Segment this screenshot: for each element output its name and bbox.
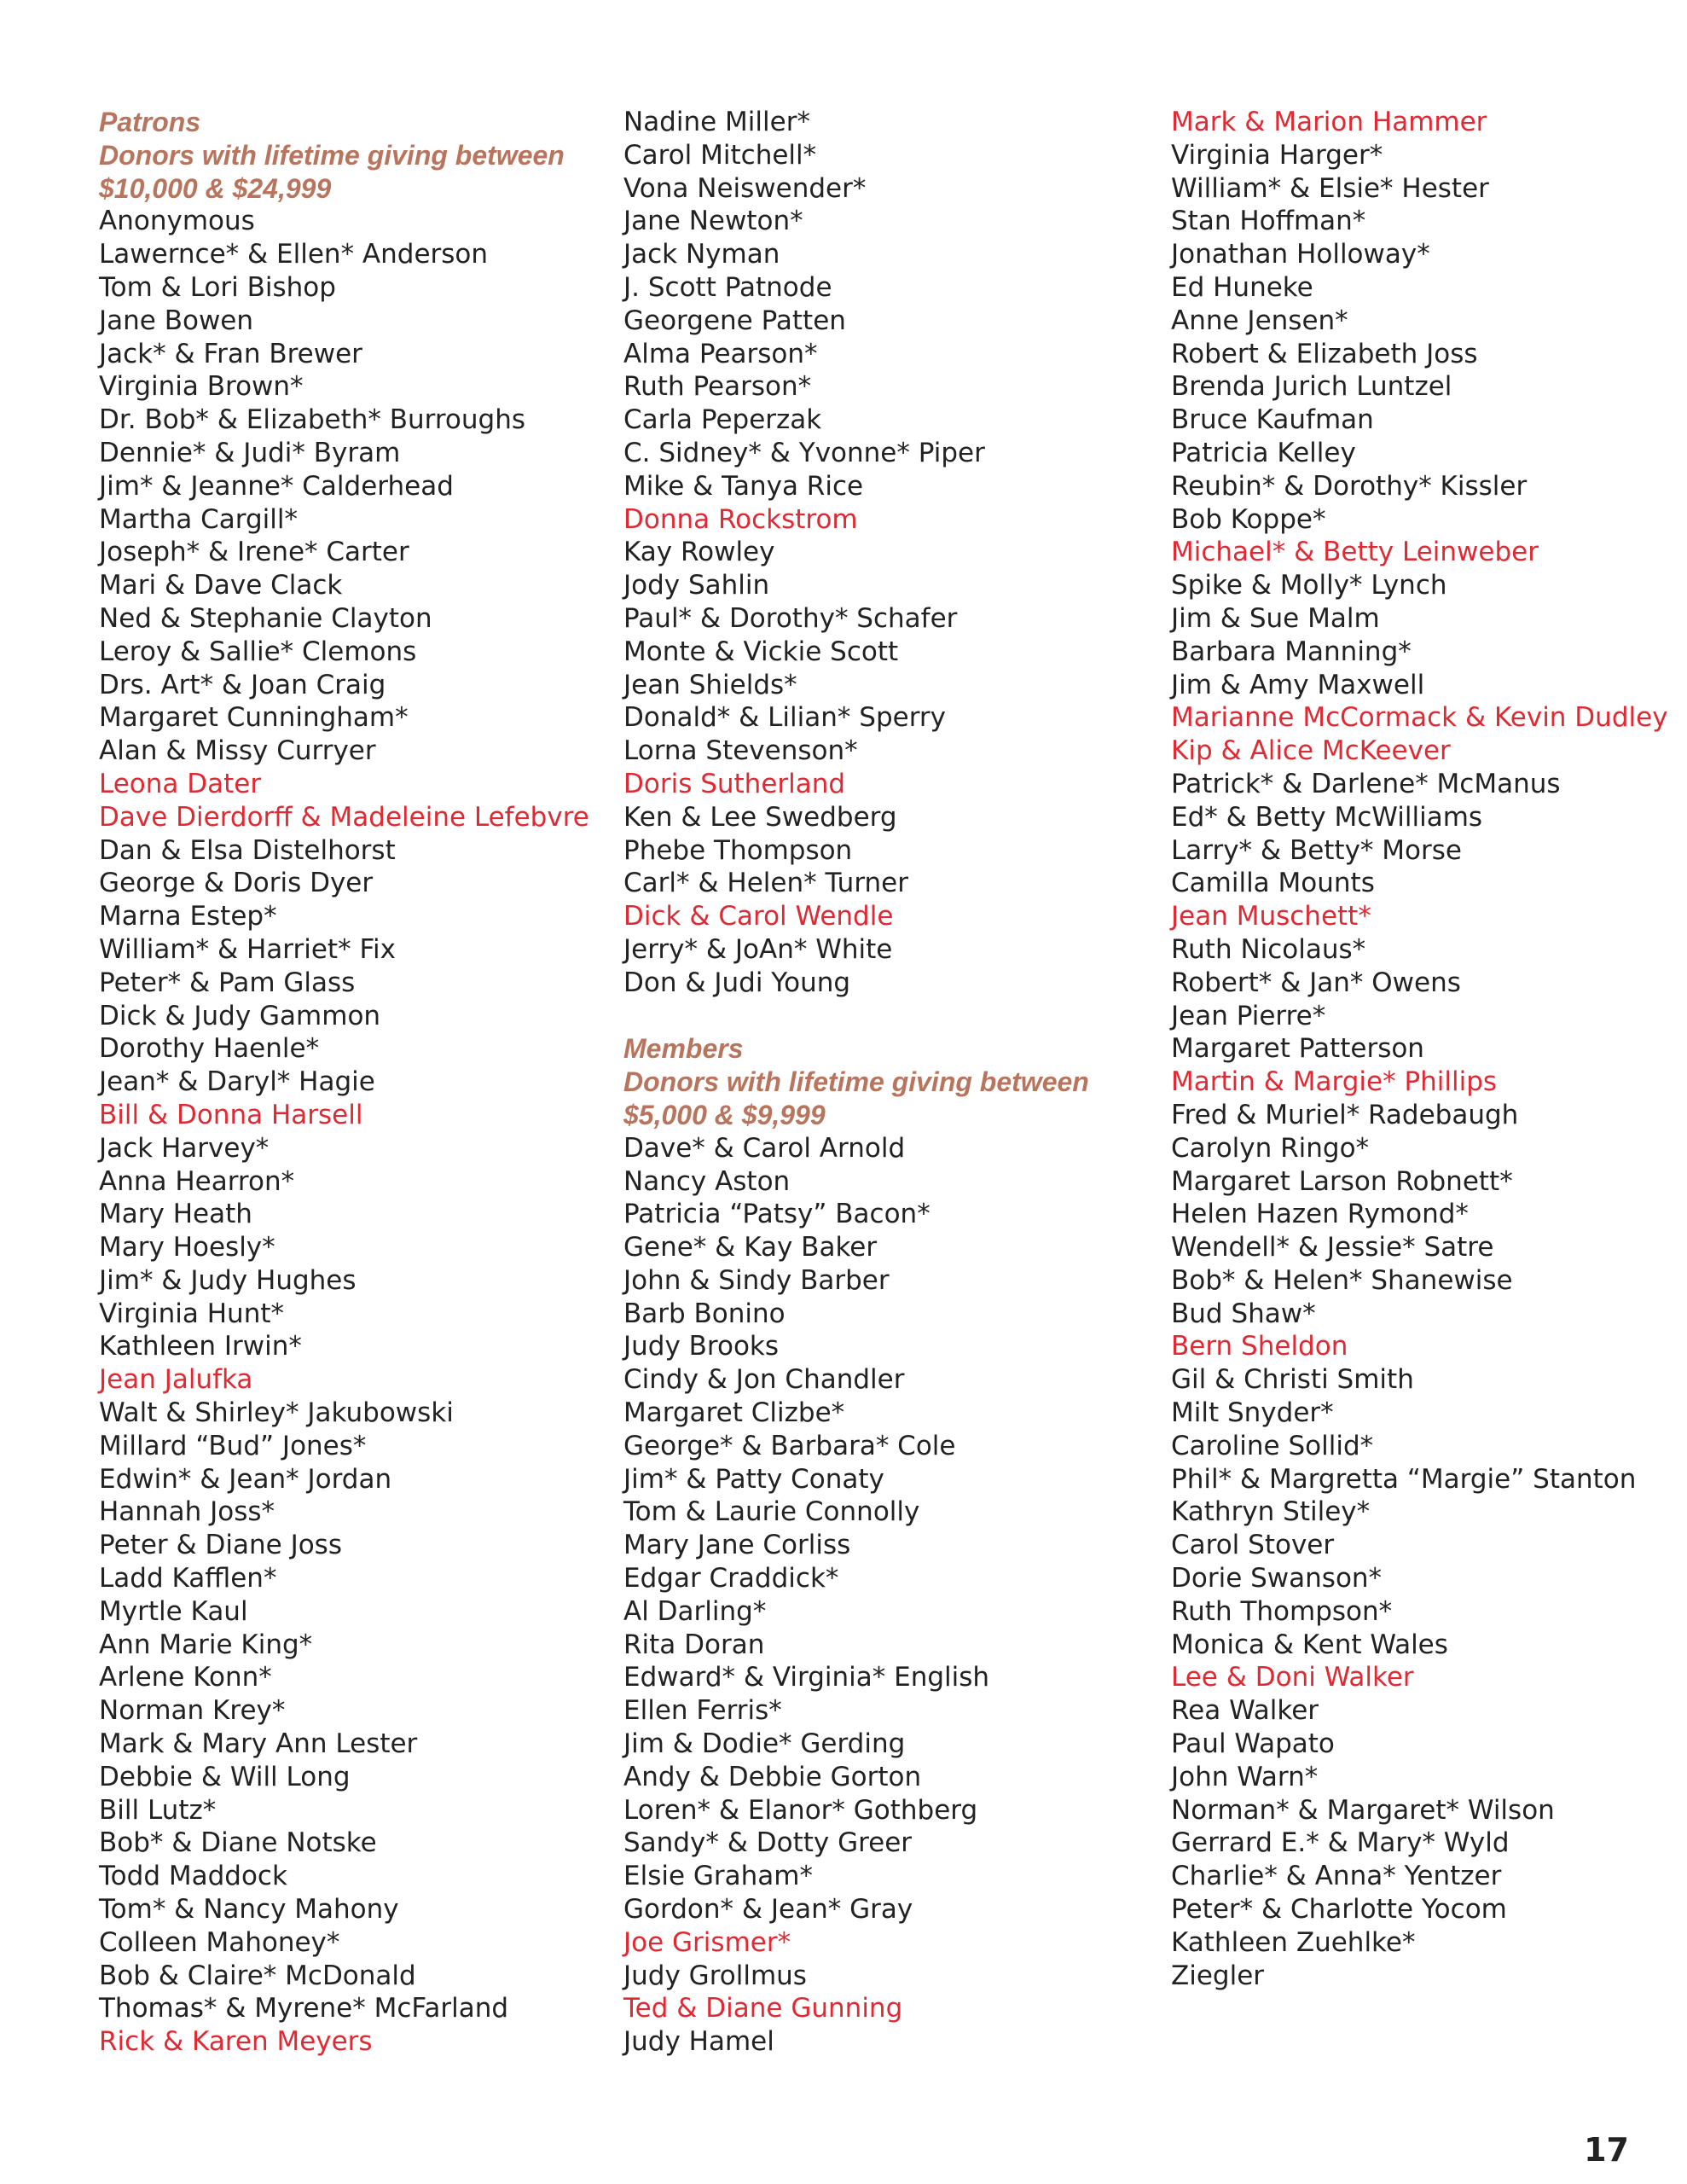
members-subtitle: Donors with lifetime giving between bbox=[623, 1066, 1089, 1098]
donor-name: Brenda Jurich Luntzel bbox=[1171, 371, 1452, 403]
donor-name: Tom & Lori Bishop bbox=[99, 271, 336, 303]
donor-name: Jim & Sue Malm bbox=[1171, 602, 1380, 634]
donor-name: Charlie* & Anna* Yentzer bbox=[1171, 1861, 1502, 1892]
donor-name: Walt & Shirley* Jakubowski bbox=[99, 1397, 454, 1429]
donor-name: Ruth Nicolaus* bbox=[1171, 933, 1366, 965]
donor-name: Alan & Missy Curryer bbox=[99, 735, 376, 767]
donor-name: Rick & Karen Meyers bbox=[99, 2026, 373, 2058]
donor-name: Tom & Laurie Connolly bbox=[623, 1496, 920, 1528]
donor-name: Todd Maddock bbox=[99, 1861, 287, 1892]
donor-name: Andy & Debbie Gorton bbox=[623, 1761, 922, 1792]
donor-name: Jonathan Holloway* bbox=[1171, 239, 1430, 270]
donor-name: Margaret Patterson bbox=[1171, 1033, 1424, 1065]
donor-name: Mary Hoesly* bbox=[99, 1232, 275, 1263]
donor-name: Martha Cargill* bbox=[99, 503, 298, 535]
donor-name: Jim & Amy Maxwell bbox=[1171, 669, 1425, 700]
donor-name: Ned & Stephanie Clayton bbox=[99, 602, 432, 634]
donor-name: Fred & Muriel* Radebaugh bbox=[1171, 1099, 1519, 1130]
donor-name: Dennie* & Judi* Byram bbox=[99, 437, 401, 468]
donor-name: C. Sidney* & Yvonne* Piper bbox=[623, 437, 985, 468]
donor-name: Jean Muschett* bbox=[1171, 901, 1371, 932]
donor-name: Joe Grismer* bbox=[623, 1926, 791, 1958]
donor-name: Jim* & Judy Hughes bbox=[99, 1264, 357, 1296]
donor-name: Joseph* & Irene* Carter bbox=[99, 537, 409, 568]
donor-name: Jim* & Patty Conaty bbox=[623, 1463, 884, 1495]
donor-name: George* & Barbara* Cole bbox=[623, 1430, 956, 1461]
members-giving-range: $5,000 & $9,999 bbox=[623, 1099, 826, 1130]
donor-name: Carl* & Helen* Turner bbox=[623, 868, 908, 899]
donor-name: Monica & Kent Wales bbox=[1171, 1629, 1448, 1660]
donor-name: Bob* & Helen* Shanewise bbox=[1171, 1264, 1513, 1296]
donor-name: Jim* & Jeanne* Calderhead bbox=[99, 470, 454, 502]
donor-name: Norman* & Margaret* Wilson bbox=[1171, 1794, 1555, 1826]
donor-name: Ladd Kafflen* bbox=[99, 1563, 277, 1594]
donor-name: William* & Harriet* Fix bbox=[99, 933, 396, 965]
donor-name: Bob* & Diane Notske bbox=[99, 1827, 377, 1859]
donor-name: Jean Jalufka bbox=[99, 1364, 253, 1396]
donor-name: Don & Judi Young bbox=[623, 967, 851, 998]
donor-name: Martin & Margie* Phillips bbox=[1171, 1066, 1498, 1098]
patrons-subtitle: Donors with lifetime giving between bbox=[99, 139, 565, 171]
donor-name: Debbie & Will Long bbox=[99, 1761, 351, 1792]
page-number: 17 bbox=[1584, 2131, 1629, 2169]
donor-name: Mike & Tanya Rice bbox=[623, 470, 864, 502]
donor-name: Alma Pearson* bbox=[623, 338, 818, 369]
donor-name: Kathleen Irwin* bbox=[99, 1331, 302, 1362]
donor-name: Jane Bowen bbox=[99, 305, 254, 336]
donor-name: Lawernce* & Ellen* Anderson bbox=[99, 239, 489, 270]
donor-name: Bob & Claire* McDonald bbox=[99, 1960, 416, 1991]
donor-name: Ed* & Betty McWilliams bbox=[1171, 801, 1483, 833]
donor-name: Bern Sheldon bbox=[1171, 1331, 1348, 1362]
donor-name: Mary Heath bbox=[99, 1199, 252, 1230]
donor-name: Kathryn Stiley* bbox=[1171, 1496, 1371, 1528]
donor-name: Jim & Dodie* Gerding bbox=[623, 1728, 906, 1760]
donor-name: Dave Dierdorff & Madeleine Lefebvre bbox=[99, 801, 589, 833]
donor-name: Patrick* & Darlene* McManus bbox=[1171, 768, 1561, 799]
donor-name: Kip & Alice McKeever bbox=[1171, 735, 1451, 767]
donor-name: Monte & Vickie Scott bbox=[623, 636, 899, 667]
donor-name: Paul* & Dorothy* Schafer bbox=[623, 602, 958, 634]
donor-name: Jean Pierre* bbox=[1171, 1000, 1326, 1031]
donor-name: Camilla Mounts bbox=[1171, 868, 1375, 899]
donor-name: Barbara Manning* bbox=[1171, 636, 1412, 667]
donor-name: Kathleen Zuehlke* bbox=[1171, 1926, 1416, 1958]
donor-name: Ziegler bbox=[1171, 1960, 1265, 1991]
donor-name: Michael* & Betty Leinweber bbox=[1171, 537, 1539, 568]
donor-name: Robert & Elizabeth Joss bbox=[1171, 338, 1478, 369]
donor-name: Dr. Bob* & Elizabeth* Burroughs bbox=[99, 404, 526, 436]
patrons-title: Patrons bbox=[99, 107, 201, 137]
donor-name: Rita Doran bbox=[623, 1629, 765, 1660]
donor-name: Rea Walker bbox=[1171, 1695, 1319, 1727]
donor-name: Edwin* & Jean* Jordan bbox=[99, 1463, 392, 1495]
donor-name: Nadine Miller* bbox=[623, 107, 810, 137]
donor-name: Larry* & Betty* Morse bbox=[1171, 834, 1462, 866]
patrons-list-part-1 bbox=[99, 205, 589, 2059]
donor-name: Norman Krey* bbox=[99, 1695, 286, 1727]
donor-name: Dick & Judy Gammon bbox=[99, 1000, 381, 1031]
donor-name: John & Sindy Barber bbox=[623, 1264, 890, 1296]
column-2 bbox=[623, 106, 1089, 2059]
donor-name: Jack Nyman bbox=[623, 239, 780, 270]
donor-name: Peter* & Pam Glass bbox=[99, 967, 356, 998]
donor-name: Ed Huneke bbox=[1171, 271, 1313, 303]
donor-name: Jane Newton* bbox=[623, 206, 803, 237]
donor-name: Stan Hoffman* bbox=[1171, 206, 1366, 237]
donor-name: Jerry* & JoAn* White bbox=[623, 933, 893, 965]
members-title: Members bbox=[623, 1033, 744, 1065]
donor-name: Vona Neiswender* bbox=[623, 172, 867, 204]
donor-name: Dorie Swanson* bbox=[1171, 1563, 1383, 1594]
donor-name: Carol Stover bbox=[1171, 1530, 1335, 1561]
donor-name: Barb Bonino bbox=[623, 1298, 786, 1329]
donor-name: Jean* & Daryl* Hagie bbox=[99, 1066, 375, 1098]
donor-name: Patricia “Patsy” Bacon* bbox=[623, 1199, 930, 1230]
donor-name: Jody Sahlin bbox=[623, 570, 770, 601]
donor-name: Donald* & Lilian* Sperry bbox=[623, 702, 946, 734]
donor-name: Judy Grollmus bbox=[623, 1960, 807, 1991]
donor-name: Phebe Thompson bbox=[623, 834, 853, 866]
donor-name: Ken & Lee Swedberg bbox=[623, 801, 897, 833]
donor-name: Anonymous bbox=[99, 206, 255, 237]
donor-name: Anne Jensen* bbox=[1171, 305, 1348, 336]
donor-name: Wendell* & Jessie* Satre bbox=[1171, 1232, 1494, 1263]
column-1 bbox=[99, 106, 589, 2059]
donor-name: Margaret Clizbe* bbox=[623, 1397, 845, 1429]
donor-name: Anna Hearron* bbox=[99, 1165, 295, 1197]
donor-name: Ann Marie King* bbox=[99, 1629, 313, 1660]
donor-name: Bob Koppe* bbox=[1171, 503, 1326, 535]
members-list-part-2 bbox=[1171, 106, 1668, 1992]
donor-name: Lorna Stevenson* bbox=[623, 735, 858, 767]
donor-name: Hannah Joss* bbox=[99, 1496, 275, 1528]
donor-name: Al Darling* bbox=[623, 1595, 767, 1627]
donor-name: Myrtle Kaul bbox=[99, 1595, 248, 1627]
donor-name: William* & Elsie* Hester bbox=[1171, 172, 1489, 204]
patrons-list-part-2 bbox=[623, 106, 1089, 1000]
donor-name: Caroline Sollid* bbox=[1171, 1430, 1374, 1461]
donor-name: Gene* & Kay Baker bbox=[623, 1232, 878, 1263]
donor-name: Gil & Christi Smith bbox=[1171, 1364, 1414, 1396]
donor-name: Thomas* & Myrene* McFarland bbox=[99, 1993, 509, 2024]
donor-name: Dick & Carol Wendle bbox=[623, 901, 894, 932]
donor-name: Mark & Mary Ann Lester bbox=[99, 1728, 418, 1760]
section-spacer bbox=[623, 1000, 1089, 1033]
donor-name: Carolyn Ringo* bbox=[1171, 1132, 1370, 1164]
donor-name: Dorothy Haenle* bbox=[99, 1033, 320, 1065]
donor-name: Bill & Donna Harsell bbox=[99, 1099, 363, 1130]
donor-name: Colleen Mahoney* bbox=[99, 1926, 340, 1958]
donor-name: Spike & Molly* Lynch bbox=[1171, 570, 1447, 601]
donor-name: Jean Shields* bbox=[623, 669, 797, 700]
donor-name: Leroy & Sallie* Clemons bbox=[99, 636, 417, 667]
donor-name: Lee & Doni Walker bbox=[1171, 1662, 1414, 1693]
donor-name: Cindy & Jon Chandler bbox=[623, 1364, 905, 1396]
donor-name: Gordon* & Jean* Gray bbox=[623, 1894, 913, 1926]
donor-name: Virginia Harger* bbox=[1171, 139, 1383, 171]
donor-name: Leona Dater bbox=[99, 768, 262, 799]
members-list-part-1 bbox=[623, 1132, 1089, 2059]
donor-name: Sandy* & Dotty Greer bbox=[623, 1827, 913, 1859]
donor-name: Bud Shaw* bbox=[1171, 1298, 1316, 1329]
donor-name: Margaret Cunningham* bbox=[99, 702, 409, 734]
donor-name: Edward* & Virginia* English bbox=[623, 1662, 990, 1693]
donor-name: Kay Rowley bbox=[623, 537, 775, 568]
donor-name: Reubin* & Dorothy* Kissler bbox=[1171, 470, 1528, 502]
donor-name: Bill Lutz* bbox=[99, 1794, 217, 1826]
donor-name: Phil* & Margretta “Margie” Stanton bbox=[1171, 1463, 1637, 1495]
donor-name: Edgar Craddick* bbox=[623, 1563, 839, 1594]
donor-name: Georgene Patten bbox=[623, 305, 846, 336]
donor-name: Paul Wapato bbox=[1171, 1728, 1335, 1760]
donor-name: Mari & Dave Clack bbox=[99, 570, 343, 601]
donor-name: Ruth Thompson* bbox=[1171, 1595, 1393, 1627]
donor-name: Peter & Diane Joss bbox=[99, 1530, 342, 1561]
donor-name: Donna Rockstrom bbox=[623, 503, 858, 535]
donor-name: Marna Estep* bbox=[99, 901, 277, 932]
donor-name: Jack* & Fran Brewer bbox=[99, 338, 362, 369]
donor-name: Patricia Kelley bbox=[1171, 437, 1356, 468]
donor-name: Ellen Ferris* bbox=[623, 1695, 782, 1727]
donor-name: Tom* & Nancy Mahony bbox=[99, 1894, 399, 1926]
donor-name: Doris Sutherland bbox=[623, 768, 846, 799]
donor-name: Margaret Larson Robnett* bbox=[1171, 1165, 1513, 1197]
donor-name: Loren* & Elanor* Gothberg bbox=[623, 1794, 978, 1826]
patrons-giving-range: $10,000 & $24,999 bbox=[99, 172, 332, 204]
donor-name: Gerrard E.* & Mary* Wyld bbox=[1171, 1827, 1510, 1859]
donor-name: Carla Peperzak bbox=[623, 404, 822, 436]
donor-name: Carol Mitchell* bbox=[623, 139, 817, 171]
donor-name: Millard “Bud” Jones* bbox=[99, 1430, 367, 1461]
donor-name: J. Scott Patnode bbox=[623, 271, 832, 303]
donor-name: Bruce Kaufman bbox=[1171, 404, 1374, 436]
donor-name: Drs. Art* & Joan Craig bbox=[99, 669, 386, 700]
donor-name: Jack Harvey* bbox=[99, 1132, 270, 1164]
column-3 bbox=[1171, 106, 1668, 1992]
donor-name: George & Doris Dyer bbox=[99, 868, 374, 899]
donor-name: Ted & Diane Gunning bbox=[623, 1993, 903, 2024]
donor-name: Elsie Graham* bbox=[623, 1861, 813, 1892]
donor-name: Dan & Elsa Distelhorst bbox=[99, 834, 396, 866]
donor-name: Robert* & Jan* Owens bbox=[1171, 967, 1461, 998]
donor-name: Judy Brooks bbox=[623, 1331, 780, 1362]
donor-name: Peter* & Charlotte Yocom bbox=[1171, 1894, 1507, 1926]
donor-name: Virginia Hunt* bbox=[99, 1298, 284, 1329]
donor-name: Helen Hazen Rymond* bbox=[1171, 1199, 1469, 1230]
donor-name: Mark & Marion Hammer bbox=[1171, 107, 1487, 137]
donor-name: Arlene Konn* bbox=[99, 1662, 272, 1693]
donor-name: Milt Snyder* bbox=[1171, 1397, 1334, 1429]
donor-name: John Warn* bbox=[1171, 1761, 1319, 1792]
donor-name: Marianne McCormack & Kevin Dudley bbox=[1171, 702, 1668, 734]
donor-name: Judy Hamel bbox=[623, 2026, 774, 2058]
donor-name: Dave* & Carol Arnold bbox=[623, 1132, 906, 1164]
donor-name: Ruth Pearson* bbox=[623, 371, 812, 403]
donor-name: Nancy Aston bbox=[623, 1165, 791, 1197]
donor-name: Mary Jane Corliss bbox=[623, 1530, 851, 1561]
donor-name: Virginia Brown* bbox=[99, 371, 304, 403]
